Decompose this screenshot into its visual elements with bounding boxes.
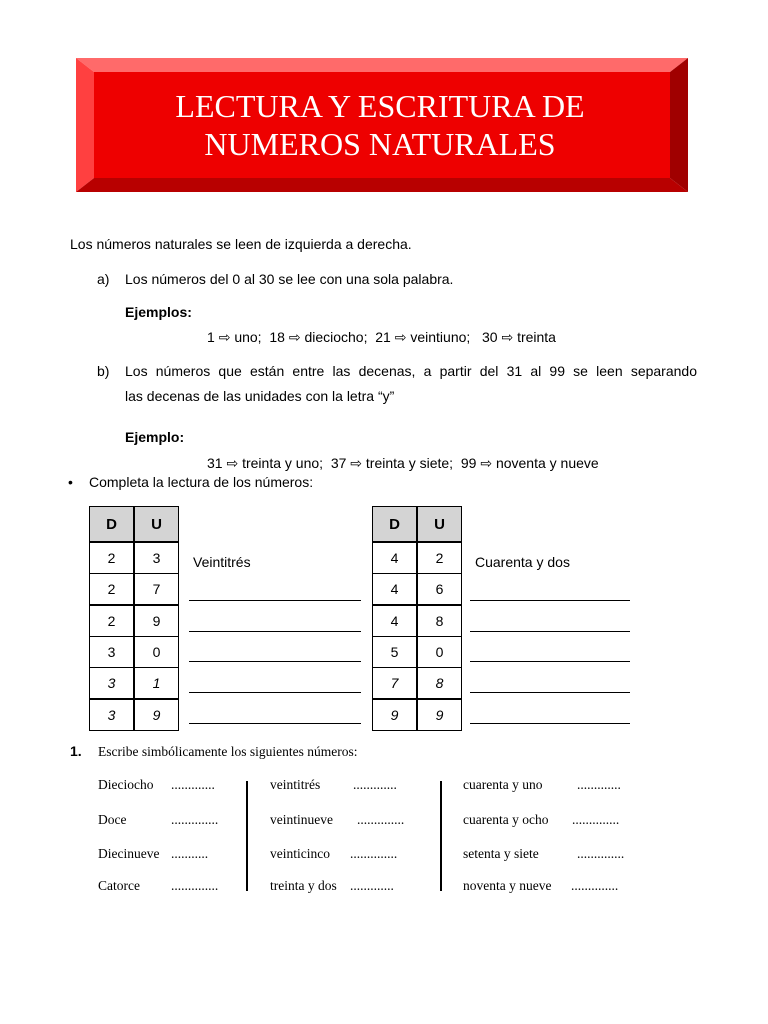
answer-left-first: Veintitrés bbox=[193, 554, 251, 570]
cell-d: 3 bbox=[90, 637, 135, 668]
cell-u: 1 bbox=[134, 668, 179, 700]
ex-dots[interactable]: ............. bbox=[350, 878, 394, 893]
ex-dots[interactable]: .............. bbox=[357, 812, 405, 827]
ex-dots[interactable]: .............. bbox=[171, 812, 219, 827]
cell-d: 2 bbox=[90, 542, 135, 574]
example-word: noventa y nueve bbox=[495, 455, 599, 471]
task-text: Completa la lectura de los números: bbox=[89, 474, 314, 490]
example-number: 37 bbox=[330, 455, 347, 471]
answer-line[interactable] bbox=[470, 600, 630, 601]
cell-u: 9 bbox=[134, 605, 179, 637]
cell-u: 0 bbox=[134, 637, 179, 668]
title-line-1: LECTURA Y ESCRITURA DE bbox=[175, 88, 585, 124]
cell-d: 4 bbox=[373, 605, 418, 637]
du-table-left bbox=[89, 506, 179, 731]
ex-word: Dieciocho bbox=[98, 777, 154, 792]
exercise-instruction: Escribe simbólicamente los siguientes números: bbox=[98, 744, 358, 759]
example-number: 30 bbox=[481, 329, 498, 345]
answer-line[interactable] bbox=[470, 631, 630, 632]
ex-dots[interactable]: ............. bbox=[171, 777, 215, 792]
rule-b-marker: b) bbox=[97, 363, 110, 379]
ex-dots[interactable]: .............. bbox=[577, 846, 625, 861]
arrow-right-icon: ⇨ bbox=[480, 455, 493, 471]
header-u: U bbox=[417, 507, 462, 543]
answer-line[interactable] bbox=[470, 661, 630, 662]
cell-u: 9 bbox=[417, 699, 462, 731]
column-divider bbox=[246, 781, 248, 891]
example-number: 21 bbox=[375, 329, 391, 345]
header-d: D bbox=[373, 507, 418, 543]
ex-dots[interactable]: .............. bbox=[572, 812, 620, 827]
ex-word: Diecinueve bbox=[98, 846, 160, 861]
rule-a-marker: a) bbox=[97, 271, 110, 287]
rule-b-line-1: Los números que están entre las decenas, a partir del 31 al 99 se leen separando bbox=[125, 363, 697, 379]
title-banner bbox=[76, 58, 688, 192]
example-number: 31 bbox=[207, 455, 223, 471]
cell-u: 9 bbox=[134, 699, 179, 731]
arrow-right-icon: ⇨ bbox=[501, 329, 514, 345]
example-number: 1 bbox=[207, 329, 215, 345]
du-table-right bbox=[372, 506, 462, 731]
ex-dots[interactable]: ............. bbox=[353, 777, 397, 792]
ex-word: veintitrés bbox=[270, 777, 321, 792]
answer-line[interactable] bbox=[470, 692, 630, 693]
intro-text: Los números naturales se leen de izquierda a derecha. bbox=[70, 236, 412, 252]
cell-u: 8 bbox=[417, 668, 462, 700]
example-number: 18 bbox=[269, 329, 285, 345]
answer-line[interactable] bbox=[189, 692, 361, 693]
ex-word: veinticinco bbox=[270, 846, 330, 861]
page-title bbox=[94, 72, 666, 178]
header-u: U bbox=[134, 507, 179, 543]
ex-word: Doce bbox=[98, 812, 127, 827]
cell-u: 0 bbox=[417, 637, 462, 668]
answer-line[interactable] bbox=[189, 661, 361, 662]
exercise-number: 1. bbox=[70, 743, 82, 759]
cell-u: 8 bbox=[417, 605, 462, 637]
arrow-right-icon: ⇨ bbox=[288, 329, 301, 345]
answer-line[interactable] bbox=[189, 600, 361, 601]
answer-right-first: Cuarenta y dos bbox=[475, 554, 570, 570]
rule-b-line-2: las decenas de las unidades con la letra “y” bbox=[125, 388, 395, 404]
answer-line[interactable] bbox=[189, 631, 361, 632]
cell-d: 5 bbox=[373, 637, 418, 668]
ex-dots[interactable]: .............. bbox=[171, 878, 219, 893]
example-word: treinta y uno; bbox=[242, 455, 324, 471]
ex-dots[interactable]: .............. bbox=[350, 846, 398, 861]
title-line-2: NUMEROS NATURALES bbox=[204, 126, 556, 162]
cell-u: 6 bbox=[417, 574, 462, 606]
arrow-right-icon: ⇨ bbox=[218, 329, 231, 345]
ex-word: setenta y siete bbox=[463, 846, 539, 861]
cell-d: 4 bbox=[373, 542, 418, 574]
examples-a-heading: Ejemplos: bbox=[125, 304, 192, 320]
cell-d: 3 bbox=[90, 668, 135, 700]
ex-word: cuarenta y uno bbox=[463, 777, 543, 792]
ex-dots[interactable]: ........... bbox=[171, 846, 209, 861]
answer-line[interactable] bbox=[189, 723, 361, 724]
cell-u: 2 bbox=[417, 542, 462, 574]
example-word: veintiuno; bbox=[410, 329, 471, 345]
cell-d: 9 bbox=[373, 699, 418, 731]
examples-b-line bbox=[207, 454, 599, 472]
example-word: treinta y siete; bbox=[365, 455, 454, 471]
ex-dots[interactable]: ............. bbox=[577, 777, 621, 792]
cell-d: 2 bbox=[90, 605, 135, 637]
answer-line[interactable] bbox=[470, 723, 630, 724]
cell-d: 7 bbox=[373, 668, 418, 700]
example-number: 99 bbox=[460, 455, 477, 471]
arrow-right-icon: ⇨ bbox=[350, 455, 363, 471]
example-word: treinta bbox=[517, 329, 556, 345]
bullet-icon: • bbox=[68, 474, 73, 490]
example-word: uno; bbox=[234, 329, 262, 345]
cell-d: 2 bbox=[90, 574, 135, 606]
examples-b-heading: Ejemplo: bbox=[125, 429, 185, 445]
cell-u: 7 bbox=[134, 574, 179, 606]
ex-dots[interactable]: .............. bbox=[571, 878, 619, 893]
cell-d: 3 bbox=[90, 699, 135, 731]
rule-a-text: Los números del 0 al 30 se lee con una sola palabra. bbox=[125, 271, 454, 287]
arrow-right-icon: ⇨ bbox=[226, 455, 239, 471]
header-d: D bbox=[90, 507, 135, 543]
ex-word: cuarenta y ocho bbox=[463, 812, 549, 827]
cell-d: 4 bbox=[373, 574, 418, 606]
example-word: dieciocho; bbox=[304, 329, 368, 345]
cell-u: 3 bbox=[134, 542, 179, 574]
ex-word: noventa y nueve bbox=[463, 878, 552, 893]
arrow-right-icon: ⇨ bbox=[394, 329, 407, 345]
examples-a-line bbox=[207, 328, 556, 346]
ex-word: treinta y dos bbox=[270, 878, 337, 893]
ex-word: veintinueve bbox=[270, 812, 333, 827]
column-divider bbox=[440, 781, 442, 891]
ex-word: Catorce bbox=[98, 878, 140, 893]
